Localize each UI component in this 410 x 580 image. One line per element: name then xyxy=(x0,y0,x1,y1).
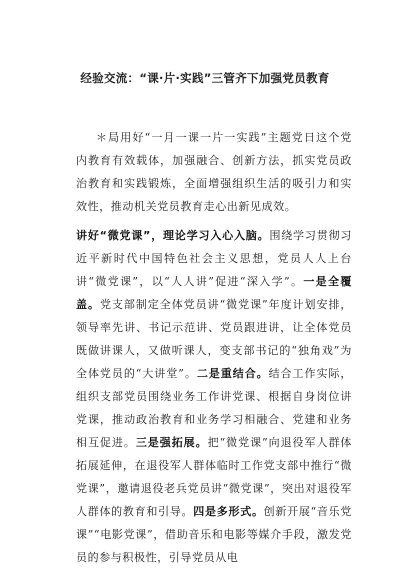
paragraph-text: 围绕学习贯彻习近平新时代中国特色社会主义思想，党员人人上台讲“微党课”，以“人人讲”促进“深入学”。 xyxy=(76,229,352,288)
point-heading-2: 二是重结合。 xyxy=(196,367,269,380)
document-title: 经验交流：“课·片·实践”三管齐下加强党员教育 xyxy=(80,71,330,85)
point-heading-3: 三是强拓展。 xyxy=(135,436,208,449)
paragraph-intro: ＊局用好“一月一课一片一实践”主题党日这个党内教育有效载体，加强融合、创新方法，抓实党员政治教育和实践锻炼，全面增强组织生活的吸引力和实效性，推动机关党员教育走心出新见成效。 xyxy=(76,131,352,213)
paragraph-text: 党支部制定全体党员讲“微党课”年度计划安排，领导率先讲、书记示范讲、党员跟进讲，让全体党员既做讲课人，又做听课人，变支部书记的“独角戏”为全体党员的“大讲堂”。 xyxy=(76,298,353,380)
section-heading: 讲好“微党课”，理论学习入心入脑。 xyxy=(76,229,270,242)
paragraph-text: 把“微党课”向退役军人群体拓展延伸，在退役军人群体临时工作党支部中推行“微党课”，邀请退役老兵党员讲“微党课”，突出对退役军人群体的教育和引导。 xyxy=(76,436,353,518)
paragraph-text: 创新开展“音乐党课”“电影党课”，借助音乐和电影等媒介手段，激发党员的参与积极性，引导党员从电 xyxy=(76,505,352,564)
paragraph-text: 结合工作实际，组织支部党员围绕业务工作讲党课、根据自身岗位讲党课，推动政治教育和业务学习相融合、党建和业务相互促进。 xyxy=(76,367,352,449)
point-heading-1: 一是全覆盖。 xyxy=(76,275,352,311)
point-heading-4: 四是多形式。 xyxy=(193,505,264,518)
paragraph-micro-lecture xyxy=(76,224,352,569)
